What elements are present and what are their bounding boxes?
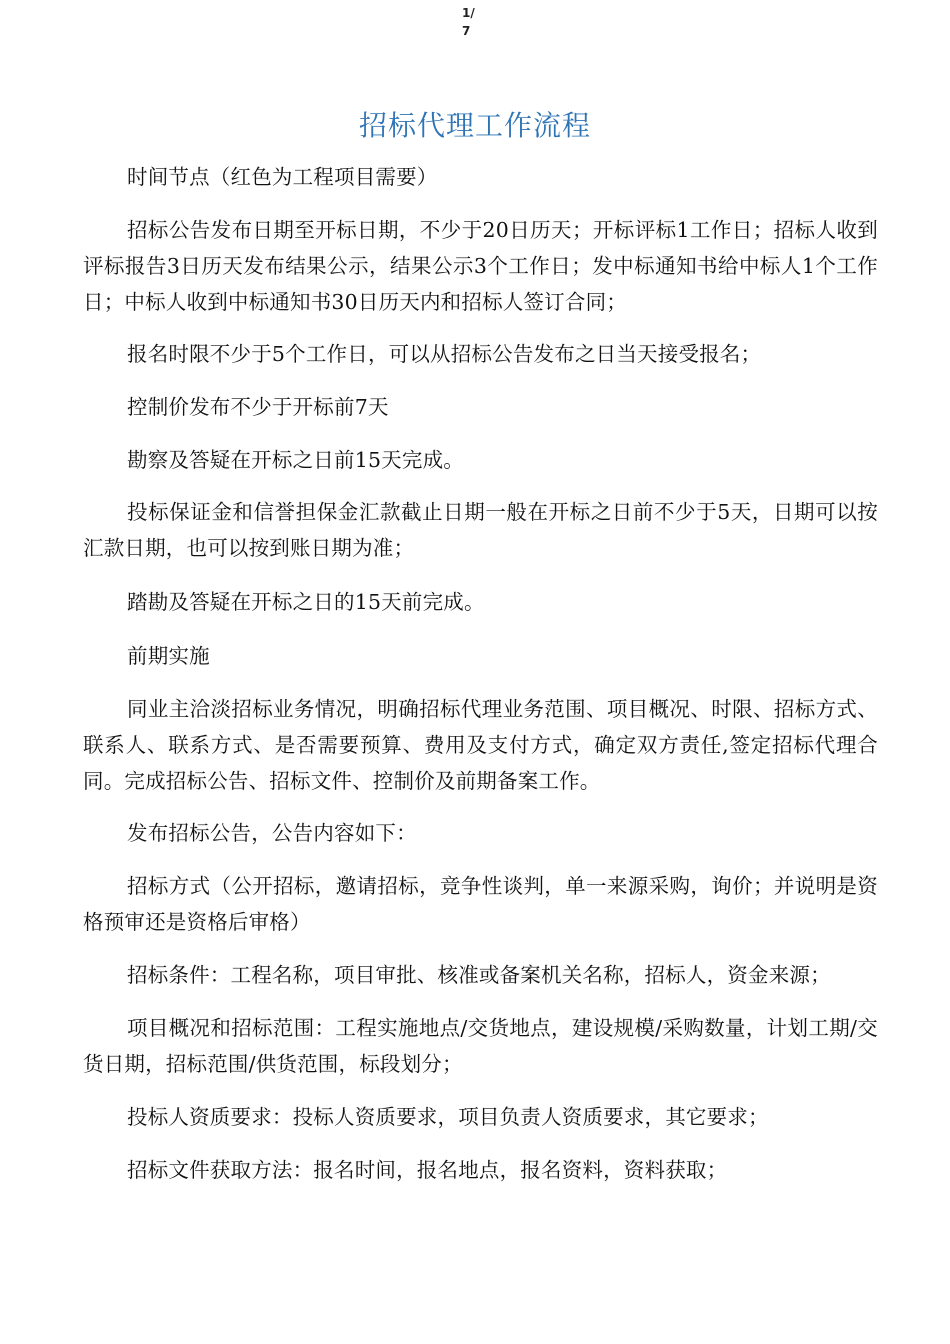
paragraph-site-visit: 踏勘及答疑在开标之日的15天前完成。 — [127, 590, 485, 614]
paragraph-preliminary-work: 同业主洽淡招标业务情况，明确招标代理业务范围、项目概况、时限、招标方式、联系人、联系方式、是否需要预算、费用及支付方式，确定双方责任,签定招标代理合同。完成招标公告、招标文件、控制价及前期备案工作。 — [83, 697, 878, 793]
paragraph-time-nodes-heading: 时间节点（红色为工程项目需要） — [127, 165, 438, 189]
page-number — [462, 4, 492, 40]
paragraph-publish-notice: 发布招标公告，公告内容如下： — [127, 821, 417, 845]
paragraph-bid-timeline: 招标公告发布日期至开标日期，不少于20日历天；开标评标1工作日；招标人收到评标报告3日历天发布结果公示，结果公示3个工作日；发中标通知书给中标人1个工作日；中标人收到中标通知书30日历天内和招标人签订合同； — [83, 218, 878, 314]
paragraph-project-overview: 项目概况和招标范围：工程实施地点/交货地点，建设规模/采购数量，计划工期/交货日期，招标范围/供货范围，标段划分； — [83, 1016, 878, 1076]
paragraph-control-price: 控制价发布不少于开标前7天 — [127, 395, 389, 419]
paragraph-registration-period: 报名时限不少于5个工作日，可以从招标公告发布之日当天接受报名； — [127, 342, 762, 366]
page-number-current: 1/ — [462, 6, 475, 20]
page-number-total: 7 — [462, 24, 471, 38]
document-title: 招标代理工作流程 — [358, 109, 591, 142]
paragraph-bidding-conditions: 招标条件：工程名称，项目审批、核准或备案机关名称，招标人，资金来源； — [127, 963, 831, 987]
paragraph-preliminary-heading: 前期实施 — [127, 644, 210, 668]
paragraph-bid-bond: 投标保证金和信誉担保金汇款截止日期一般在开标之日前不少于5天，日期可以按汇款日期，也可以按到账日期为准； — [83, 500, 878, 560]
paragraph-bidder-qualification: 投标人资质要求：投标人资质要求，项目负责人资质要求，其它要求； — [127, 1105, 769, 1129]
paragraph-bidding-method: 招标方式（公开招标，邀请招标，竞争性谈判，单一来源采购，询价；并说明是资格预审还是资格后审格） — [83, 874, 878, 934]
paragraph-survey-qa: 勘察及答疑在开标之日前15天完成。 — [127, 448, 464, 472]
paragraph-document-acquisition: 招标文件获取方法：报名时间，报名地点，报名资料，资料获取； — [127, 1158, 728, 1182]
